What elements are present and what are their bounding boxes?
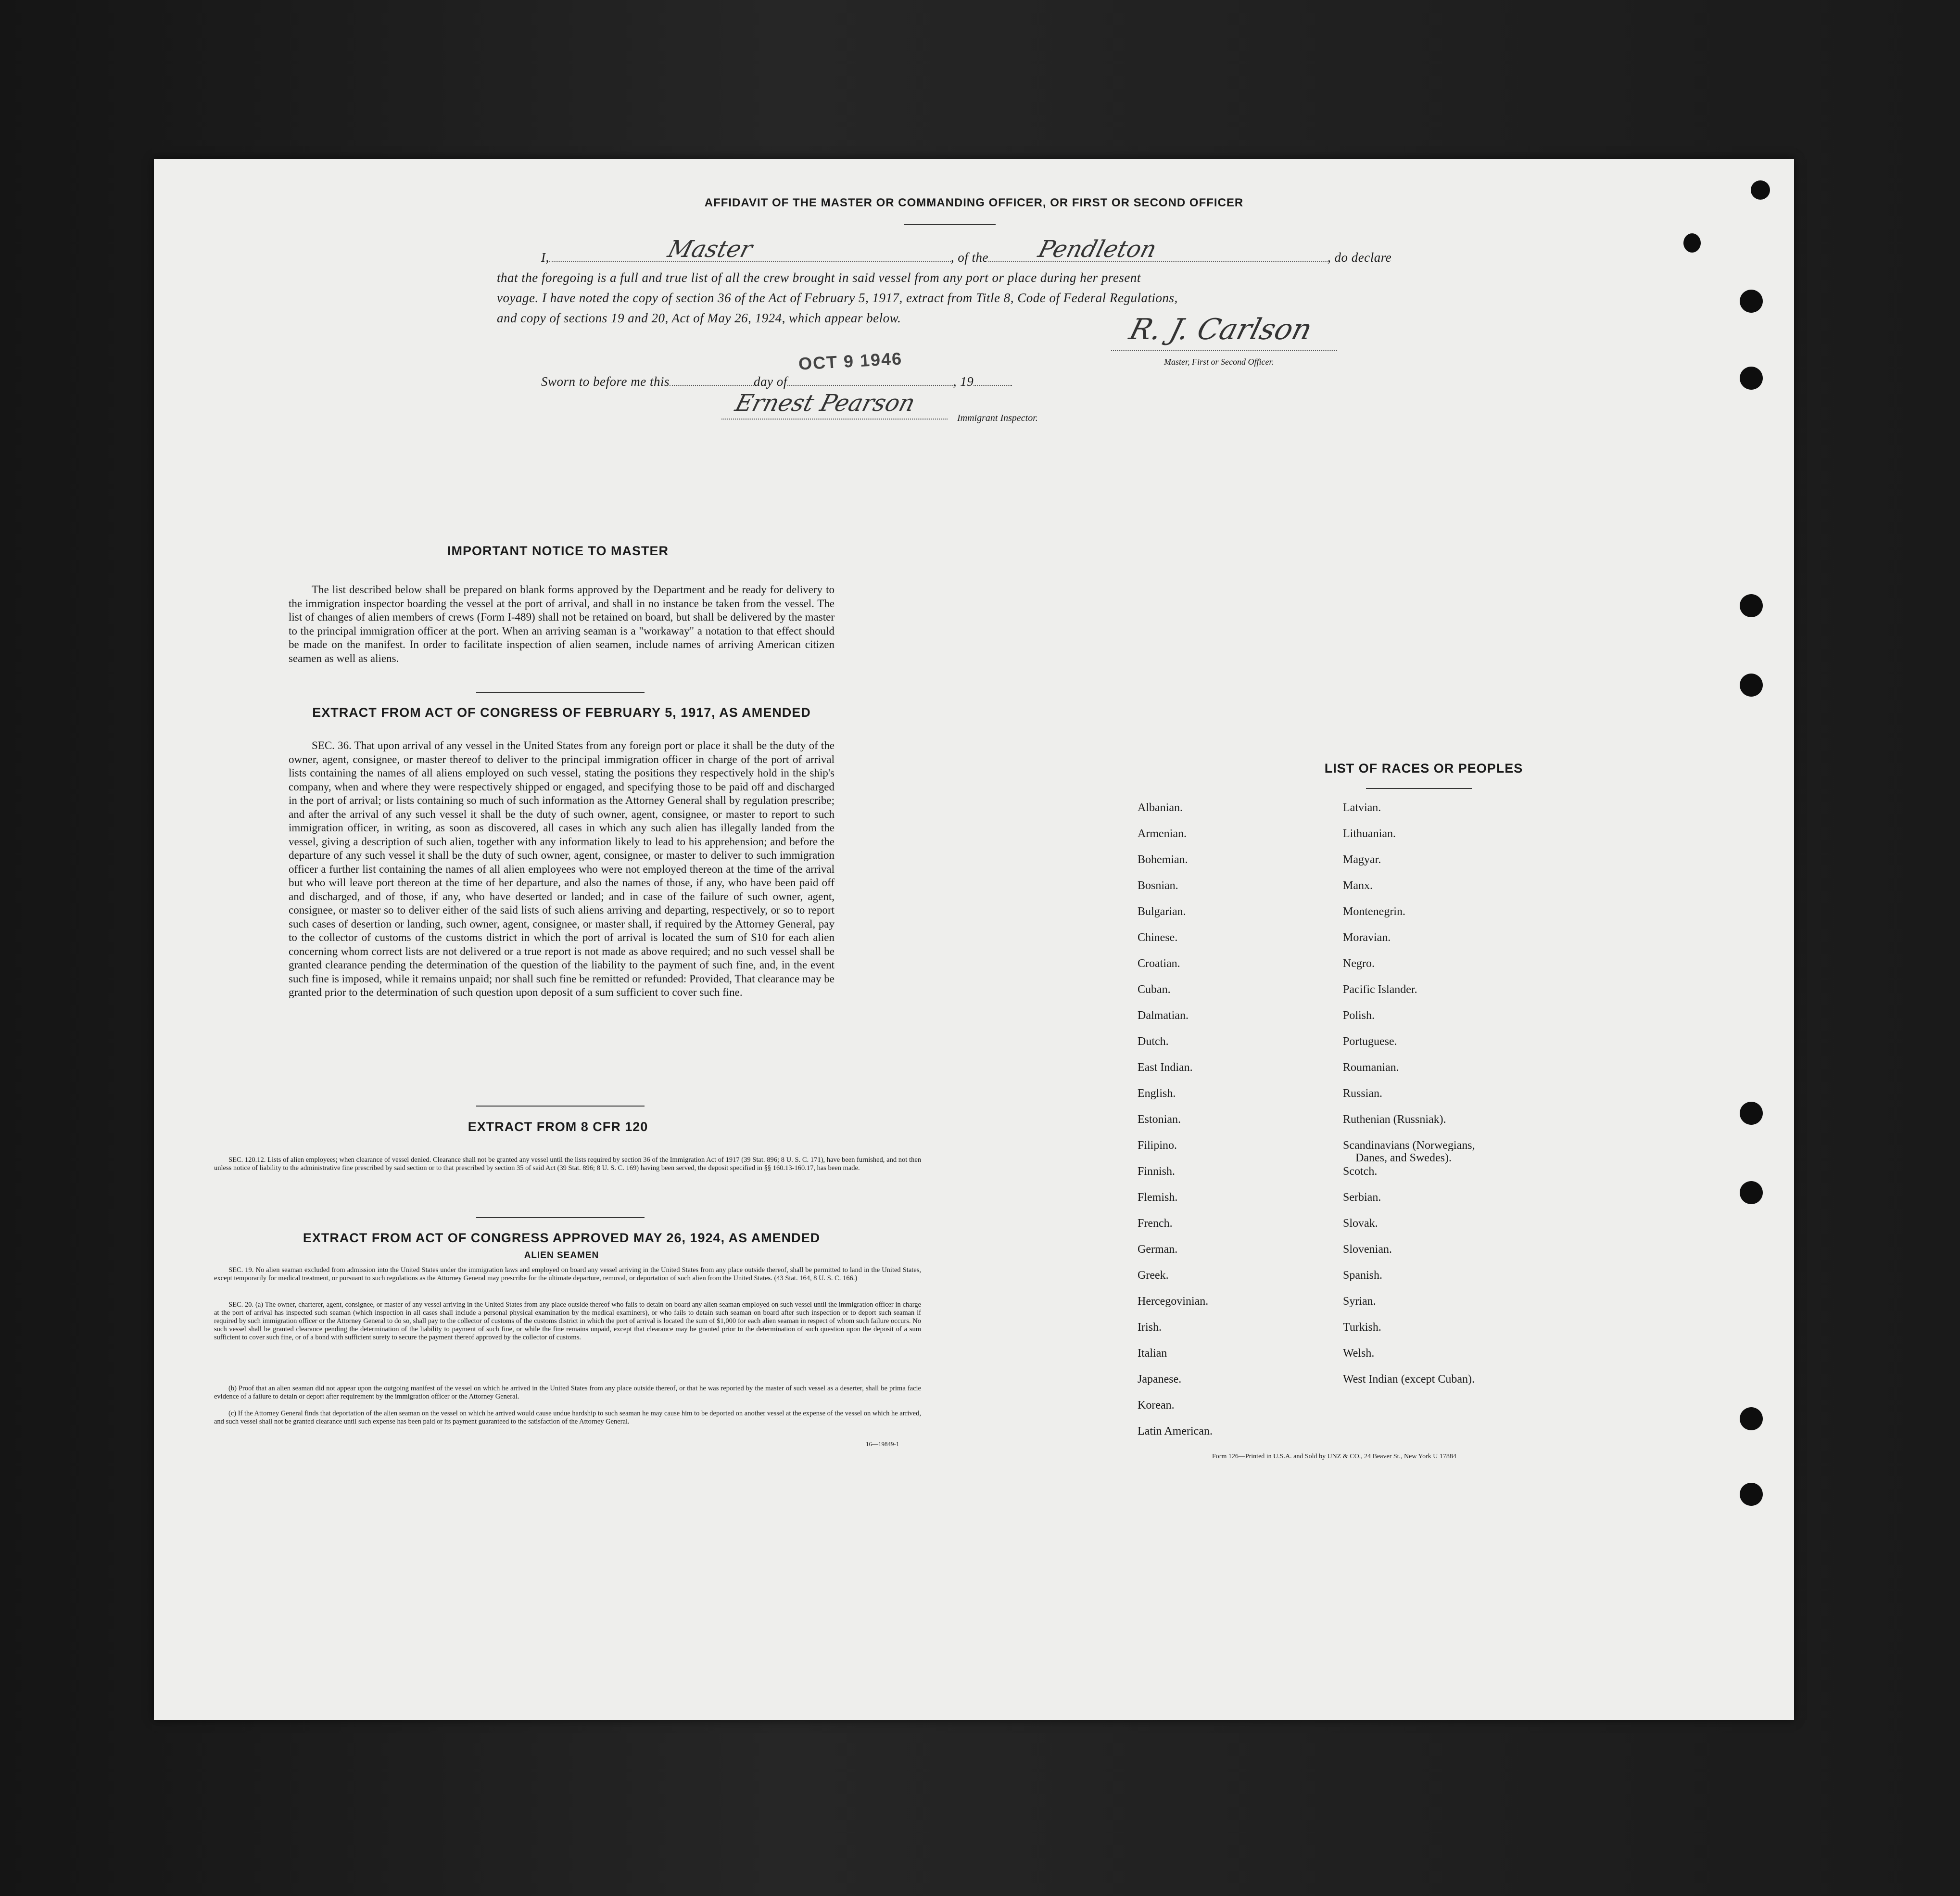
extract-1924-subtitle: ALIEN SEAMEN <box>524 1250 599 1260</box>
race-item: Magyar. <box>1343 853 1381 866</box>
race-item: Korean. <box>1138 1399 1175 1412</box>
race-item: Polish. <box>1343 1009 1375 1022</box>
race-item: German. <box>1138 1243 1178 1256</box>
race-item: Slovak. <box>1343 1217 1378 1230</box>
form-printer-note: Form 126—Printed in U.S.A. and Sold by UNZ & CO., 24 Beaver St., New York U 17884 <box>1212 1453 1456 1460</box>
extract-1917-title: EXTRACT FROM ACT OF CONGRESS OF FEBRUARY 5, 1917, AS AMENDED <box>312 705 811 720</box>
master-title-label <box>1164 357 1274 367</box>
race-item: Japanese. <box>1138 1373 1182 1386</box>
race-item: Filipino. <box>1138 1139 1177 1152</box>
sworn-label: Sworn to before me this <box>541 374 670 389</box>
race-item: Armenian. <box>1138 827 1187 840</box>
binder-hole <box>1740 1181 1763 1204</box>
binder-hole <box>1683 233 1701 253</box>
race-item: Dutch. <box>1138 1035 1169 1048</box>
race-item: Dalmatian. <box>1138 1009 1189 1022</box>
race-item: Turkish. <box>1343 1321 1381 1334</box>
binder-hole <box>1740 1407 1763 1430</box>
title-rule <box>904 224 996 225</box>
race-item: Italian <box>1138 1347 1167 1360</box>
races-left-column <box>1138 802 1213 1451</box>
race-item: Pacific Islander. <box>1343 983 1417 996</box>
race-item: Finnish. <box>1138 1165 1176 1178</box>
race-item: Spanish. <box>1343 1269 1383 1282</box>
race-item: Greek. <box>1138 1269 1169 1282</box>
extract-1924-title: EXTRACT FROM ACT OF CONGRESS APPROVED MAY 26, 1924, AS AMENDED <box>303 1231 821 1245</box>
race-item: Moravian. <box>1343 931 1391 944</box>
extract-1924-sec20c: (c) If the Attorney General finds that deportation of the alien seaman on the vessel on which he arrived would cause undue hardship to such seaman he may cause him to be deported on another vessel at the expense of the vessel on which he arrived, and such vessel shall not be granted clearance until such expense has been paid or its payment guaranteed to the satisfaction of the Attorney General. <box>214 1410 921 1425</box>
extract-1917-text: SEC. 36. That upon arrival of any vessel in the United States from any foreign port or place it shall be the duty of the owner, agent, consignee, or master thereof to deliver to the principal immigration officer in charge of the port of arrival lists containing the names of all aliens employed on such vessel, stating the positions they respectively hold in the ship's company, when and where they were respectively shipped or engaged, and specifying those to be paid off and discharged in the port of arrival; or lists containing so much of such information as the Attorney General shall by regulation prescribe; and after the arrival of any such vessel it shall be the duty of such owner, agent, consignee, or master to report to such immigration officer, in writing, as soon as discovered, all cases in which any such alien has illegally landed from the vessel, giving a description of such alien, together with any information likely to lead to his apprehension; and before the departure of any such vessel it shall be the duty of such owner, agent, consignee, or master to deliver to such immigration officer a further list containing the names of all alien employees who were not employed thereon at the time of the arrival but who will leave port thereon at the time of her departure, and also the names of those, if any, who have been paid off and discharged, and of those, if any, who have deserted or landed; and in case of the failure of such owner, agent, consignee, or master so to deliver either of the said lists of such aliens arriving and departing, respectively, or so to report such cases of desertion or landing, such owner, agent, consignee, or master shall, if required by the Attorney General, pay to the collector of customs of the customs district in which the port of arrival is located the sum of $10 for each alien concerning whom correct lists are not delivered or a true report is not made as above required; and no such vessel shall be granted clearance pending the determination of the question of the liability to the payment of such fine, and, in the event such fine is imposed, while it remains unpaid; nor shall such fine be remitted or refunded: Provided, That clearance may be granted prior to the determination of such question upon deposit of a sum sufficient to cover such fine. <box>289 739 835 998</box>
race-item: Irish. <box>1138 1321 1162 1334</box>
race-item: Chinese. <box>1138 931 1178 944</box>
binder-hole <box>1740 367 1763 390</box>
binder-hole <box>1751 180 1770 200</box>
extract-cfr-title: EXTRACT FROM 8 CFR 120 <box>468 1120 648 1134</box>
race-item: Scandinavians (Norwegians, Danes, and Swedes). <box>1343 1139 1475 1164</box>
binder-hole <box>1740 594 1763 617</box>
affidavit-line-3: voyage. I have noted the copy of section 36 of the Act of February 5, 1917, extract from Title 8, Code of Federal Regulations, <box>497 291 1178 305</box>
binder-hole <box>1740 1483 1763 1506</box>
year-label: , 19 <box>953 374 974 389</box>
divider-2 <box>476 1106 645 1107</box>
affidavit-line-4: and copy of sections 19 and 20, Act of May 26, 1924, which appear below. <box>497 311 901 325</box>
form-code: 16—19849-1 <box>866 1440 899 1448</box>
document-sheet <box>154 159 1794 1720</box>
vessel-handwritten: Pendleton <box>1035 236 1160 263</box>
races-rule <box>1366 788 1472 789</box>
race-item: Welsh. <box>1343 1347 1375 1360</box>
sworn-line <box>541 374 1012 389</box>
day-of-label: day of <box>754 374 787 389</box>
race-item: Bulgarian. <box>1138 905 1186 918</box>
race-item: Hercegovinian. <box>1138 1295 1209 1308</box>
races-right-column <box>1343 802 1475 1399</box>
race-item: West Indian (except Cuban). <box>1343 1373 1475 1386</box>
affidavit-title: AFFIDAVIT OF THE MASTER OR COMMANDING OFFICER, OR FIRST OR SECOND OFFICER <box>704 196 1244 209</box>
race-item: Negro. <box>1343 957 1375 970</box>
master-label: Master, <box>1164 357 1190 367</box>
divider-3 <box>476 1217 645 1218</box>
extract-cfr-text: SEC. 120.12. Lists of alien employees; when clearance of vessel denied. Clearance shall not be granted any vessel until the lists required by section 36 of the Immigration Act of 1917 (39 Stat. 896; 8 U. S. C. 171), have been furnished, and not then unless notice of liability to the administrative fine prescribed by said section or to that prescribed by section 35 of said Act (39 Stat. 896; 8 U. S. C. 169) having been served, the deposit specified in §§ 160.13-160.17, has been made. <box>214 1156 921 1172</box>
race-item: Portuguese. <box>1343 1035 1397 1048</box>
inspector-label: Immigrant Inspector. <box>957 413 1038 423</box>
declare-label: , do declare <box>1328 250 1392 265</box>
affidavit-line-2: that the foregoing is a full and true list of all the crew brought in said vessel from any port or place during her present <box>497 270 1141 285</box>
binder-hole <box>1740 290 1763 313</box>
inspector-signature: Ernest Pearson <box>732 390 918 417</box>
master-signature: R. J. Carlson <box>1125 313 1316 346</box>
race-item: Scotch. <box>1343 1165 1378 1178</box>
race-item: Montenegrin. <box>1343 905 1405 918</box>
race-item: Bosnian. <box>1138 879 1178 892</box>
race-item: Serbian. <box>1343 1191 1381 1204</box>
struck-officer-label: First or Second Officer. <box>1192 357 1274 367</box>
race-item: East Indian. <box>1138 1061 1193 1074</box>
race-item: Russian. <box>1343 1087 1383 1100</box>
of-the-label: , of the <box>950 250 988 265</box>
race-item: Albanian. <box>1138 802 1183 814</box>
race-item: Bohemian. <box>1138 853 1188 866</box>
extract-1924-sec20a: SEC. 20. (a) The owner, charterer, agent, consignee, or master of any vessel arriving in the United States from any place outside thereof who fails to detain on board any alien seaman employed on such vessel until the immigration officer in charge at the port of arrival has inspected such seaman (which inspection in all cases shall include a personal physical examination by the medical examiners), or who fails to detain such seaman on board after such inspection or to deport such seaman if required by such immigration officer or the Attorney General to do so, shall pay to the collector of customs of the customs district in which the port of arrival is located the sum of $1,000 for each alien seaman in respect of whom such failure occurs. No such vessel shall be granted clearance pending the determination of the liability to payment of such fine, or while the fine remains unpaid, except that clearance may be granted prior to the determination of such question upon the deposit of a sum sufficient to cover such fine, or of a bond with sufficient surety to secure the payment thereof approved by the collector of customs. <box>214 1301 921 1341</box>
races-title: LIST OF RACES OR PEOPLES <box>1324 761 1523 776</box>
race-item: Slovenian. <box>1343 1243 1392 1256</box>
i-label: I, <box>541 250 549 265</box>
binder-hole <box>1740 674 1763 697</box>
binder-hole <box>1740 1102 1763 1125</box>
master-handwritten: Master <box>665 236 756 263</box>
notice-text: The list described below shall be prepared on blank forms approved by the Department and be ready for delivery to the immigration inspector boarding the vessel at the port of arrival, and shall in no instance be taken from the vessel. The list of changes of alien members of crews (Form I-489) shall not be retained on board, but shall be delivered by the master to the principal immigration officer at the port. When an arriving seaman is a "workaway" a notation to that effect should be made on the manifest. In order to facilitate inspection of alien seamen, include names of arriving American citizen seamen as well as aliens. <box>289 584 835 664</box>
race-item: Roumanian. <box>1343 1061 1399 1074</box>
race-item: Latvian. <box>1343 802 1381 814</box>
race-item: Estonian. <box>1138 1113 1181 1126</box>
divider-1 <box>476 692 645 693</box>
i-name-field <box>549 261 951 262</box>
race-item: Cuban. <box>1138 983 1171 996</box>
notice-title: IMPORTANT NOTICE TO MASTER <box>447 544 669 558</box>
master-signature-line <box>1111 350 1337 351</box>
race-item: Latin American. <box>1138 1425 1213 1438</box>
inspector-signature-line <box>721 419 948 420</box>
race-item: Croatian. <box>1138 957 1180 970</box>
race-item: Manx. <box>1343 879 1373 892</box>
race-item: Ruthenian (Russniak). <box>1343 1113 1446 1126</box>
race-item: Syrian. <box>1343 1295 1376 1308</box>
extract-1924-sec19: SEC. 19. No alien seaman excluded from admission into the United States under the immigration laws and employed on board any vessel arriving in the United States from any place outside thereof, shall be permitted to land in the United States, except temporarily for medical treatment, or pursuant to such regulations as the Attorney General may prescribe for the ultimate departure, removal, or deportation of such alien from the United States. (43 Stat. 164, 8 U. S. C. 166.) <box>214 1266 921 1282</box>
race-item: Flemish. <box>1138 1191 1178 1204</box>
race-item: English. <box>1138 1087 1176 1100</box>
race-item: Lithuanian. <box>1343 827 1396 840</box>
date-stamp: OCT 9 1946 <box>798 348 903 374</box>
extract-1924-sec20b: (b) Proof that an alien seaman did not appear upon the outgoing manifest of the vessel on which he arrived in the United States from any place outside thereof, or that he was reported by the master of such vessel as a deserter, shall be prima facie evidence of a failure to detain or deport after requirement by the immigration officer or the Attorney General. <box>214 1385 921 1400</box>
race-item: French. <box>1138 1217 1173 1230</box>
